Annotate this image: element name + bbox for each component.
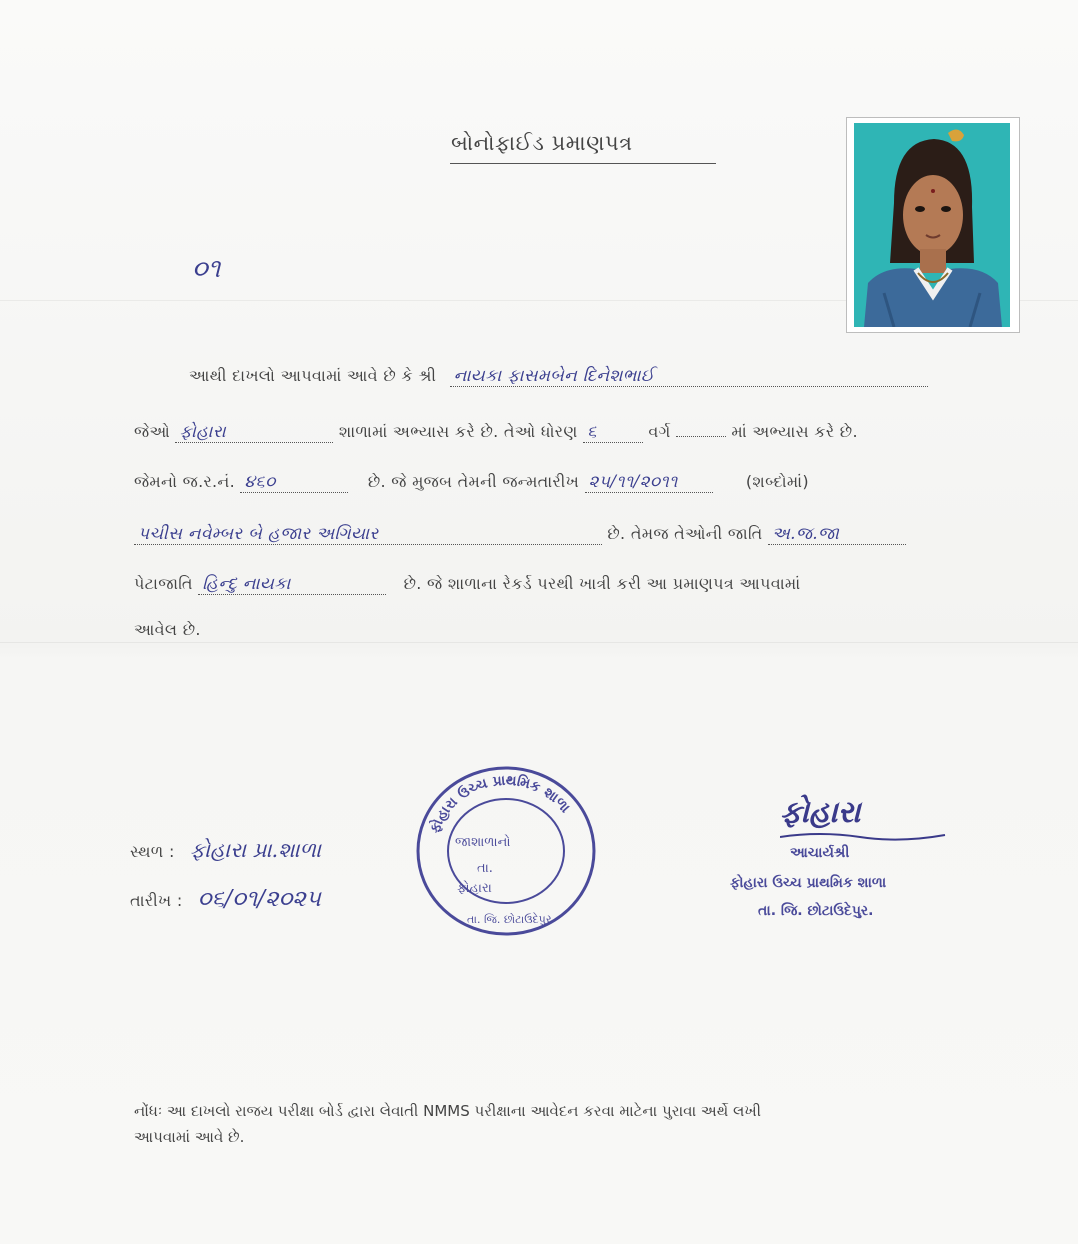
line-5-post: છે. જે શાળાના રેકર્ડ પરથી ખાત્રી કરી આ પ્રમાણપત્ર આપવામાં <box>403 574 801 593</box>
line-3-mid: છે. જે મુજબ તેમની જન્મતારીખ <box>367 472 580 491</box>
class-value <box>676 436 726 437</box>
date-label: તારીખ : <box>130 891 183 910</box>
signature-scribble: ફોહારા <box>780 795 861 830</box>
student-name: નાયકા ફાસમબેન દિનેશભાઈ <box>450 366 928 387</box>
paper-fold <box>0 642 1078 643</box>
dob-in-words: પચીસ નવેમ્બર બે હજાર અગિયાર <box>134 524 602 545</box>
line-3-text: જેમનો જ.ર.નં. <box>134 472 236 491</box>
line-5-text: પેટાજાતિ <box>134 574 193 593</box>
principal-signature <box>730 795 970 930</box>
stamp-ring-text: ફોહારા ઉચ્ચ પ્રાથમિક શાળા <box>426 772 573 836</box>
line-2 <box>134 422 858 443</box>
note-line-1: નોંધઃ આ દાખલો રાજય પરીક્ષા બોર્ડ દ્વારા લેવાતી NMMS પરીક્ષાના આવેદન કરવા માટેના પુરાવા અર્થે લખી <box>134 1102 761 1120</box>
line-2-mid2: વર્ગ <box>648 422 671 441</box>
serial-number: ૦૧ <box>192 254 221 284</box>
place-value: ફોહારા પ્રા.શાળા <box>189 838 322 862</box>
line-4 <box>134 524 906 545</box>
line-2-post: માં અભ્યાસ કરે છે. <box>731 422 858 441</box>
line-2-mid: શાળામાં અભ્યાસ કરે છે. તેઓ ધોરણ <box>338 422 578 441</box>
sub-caste-value: હિન્દુ નાયકા <box>198 574 386 595</box>
svg-text:ફોહારા ઉચ્ચ પ્રાથમિક શાળા <box>425 773 573 836</box>
signature-underline <box>780 829 950 843</box>
date-of-birth: ૨૫/૧૧/૨૦૧૧ <box>585 472 713 493</box>
stamp-bottom-text: તા. જિ. છોટાઉદેપુર <box>467 913 552 926</box>
standard-value: ૬ <box>583 422 643 443</box>
stamp-inner-line-3: ફોહારા <box>457 881 492 896</box>
place-row <box>130 838 321 863</box>
date-value: ૦૬/૦૧/૨૦૨૫ <box>197 886 321 912</box>
register-number: ૪૬૦ <box>240 472 348 493</box>
stamp-inner-line-2: તા. <box>477 861 493 876</box>
line-2-text: જેઓ <box>134 422 171 441</box>
note-line-2: આપવામાં આવે છે. <box>134 1128 245 1146</box>
line-4-mid: છે. તેમજ તેઓની જાતિ <box>607 524 763 543</box>
document-title: બોનોફાઈડ પ્રમાણપત્ર <box>451 131 633 155</box>
signature-taluka: તા. જિ. છોટાઉદેપુર. <box>758 903 874 919</box>
line-1 <box>189 366 928 387</box>
signature-designation: આચાર્યશ્રી <box>790 845 850 861</box>
title-underline <box>450 163 716 164</box>
line-6: આવેલ છે. <box>134 620 201 639</box>
line-5 <box>134 574 800 595</box>
line-1-text: આથી દાખલો આપવામાં આવે છે કે શ્રી <box>189 366 437 385</box>
school-stamp <box>415 765 597 937</box>
date-row <box>130 886 321 912</box>
caste-value: અ.જ.જા <box>768 524 906 545</box>
student-photo-image <box>854 123 1010 327</box>
stamp-inner-line-1: જાશાળાનો <box>455 835 511 850</box>
school-name: ફોહારા <box>175 422 333 443</box>
place-label: સ્થળ : <box>130 842 175 861</box>
student-photo <box>846 117 1020 333</box>
signature-school: ફોહારા ઉચ્ચ પ્રાથમિક શાળા <box>730 875 887 891</box>
line-3-post: (શબ્દોમાં) <box>745 472 809 491</box>
line-3 <box>134 472 809 493</box>
